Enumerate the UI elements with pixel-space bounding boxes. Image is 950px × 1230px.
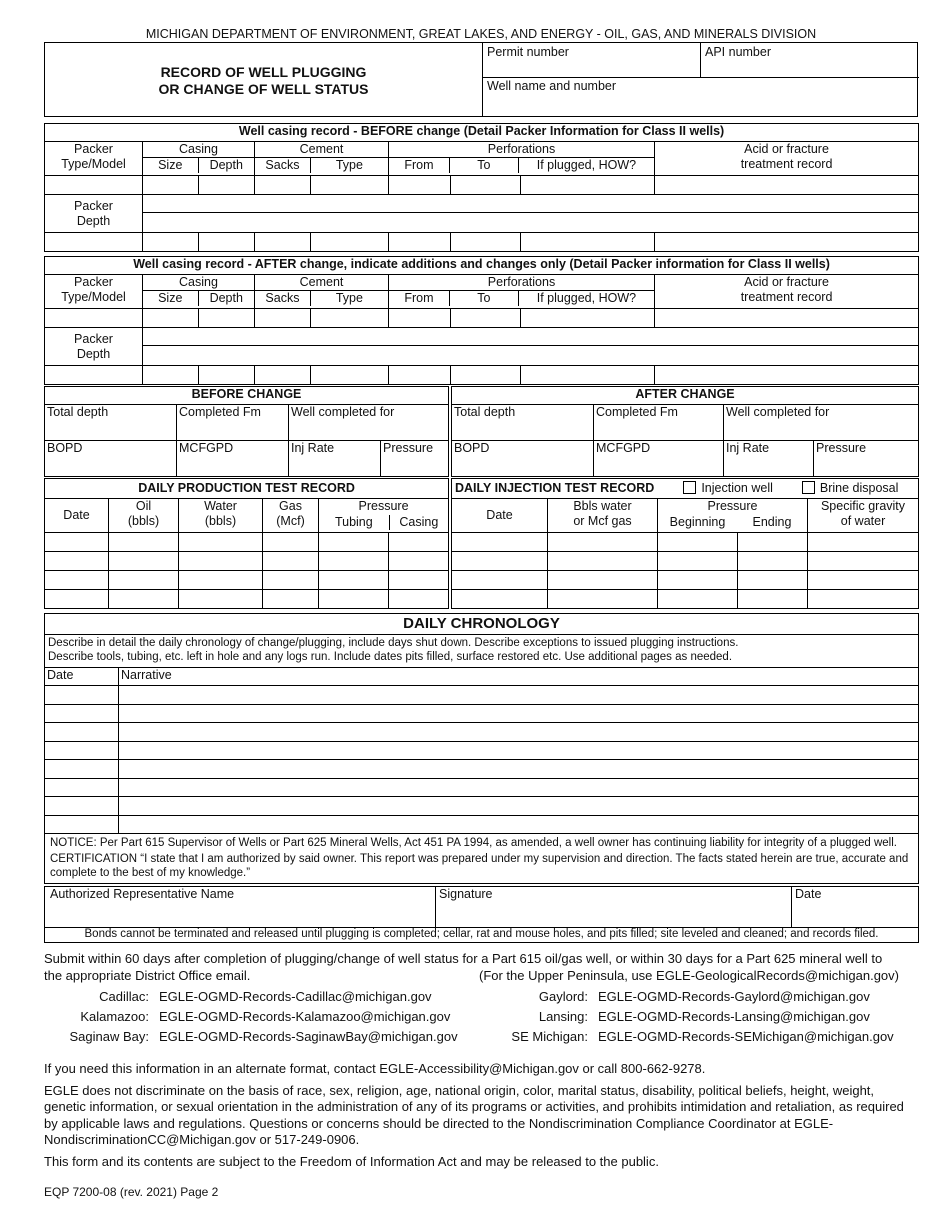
depth-header: Depth <box>209 291 243 305</box>
input-cell[interactable] <box>389 590 449 609</box>
input-cell[interactable] <box>199 309 255 328</box>
depth-header: Depth <box>209 158 243 172</box>
from-header: From <box>389 158 450 173</box>
chronology-instructions: Describe in detail the daily chronology of change/plugging, include days shut down. Describe exceptions to issued plugging instructions. Describe tools, tubing, etc. left in hole and any logs run. Include dates pits filled, surface restored etc. Use additional pages as needed. <box>45 635 919 668</box>
office-email[interactable]: EGLE-OGMD-Records-SEMichigan@michigan.gov <box>598 1029 894 1044</box>
form-title-line2: OR CHANGE OF WELL STATUS <box>158 81 369 97</box>
offices-right <box>480 989 918 1049</box>
input-cell[interactable] <box>255 309 311 328</box>
input-cell[interactable] <box>452 571 548 590</box>
chron-narrative-cell[interactable] <box>119 704 919 723</box>
input-cell[interactable] <box>389 309 451 328</box>
size-header: Size <box>143 291 199 306</box>
before-bopd[interactable]: BOPD <box>45 441 177 477</box>
type-header: Type <box>335 291 363 305</box>
brine-disposal-checkbox[interactable] <box>802 481 815 494</box>
to-header: To <box>450 158 519 173</box>
sacks-header: Sacks <box>255 291 311 306</box>
input-cell[interactable] <box>738 533 808 552</box>
form-header-box <box>44 42 918 117</box>
input-cell[interactable] <box>738 552 808 571</box>
input-cell[interactable] <box>143 366 199 385</box>
input-cell[interactable] <box>311 176 389 195</box>
input-cell[interactable] <box>389 552 449 571</box>
submit-instructions <box>44 951 918 985</box>
acid-header: Acid or fracture treatment record <box>655 275 919 309</box>
casing-header: Casing <box>143 275 254 291</box>
input-cell[interactable] <box>109 552 179 571</box>
input-cell[interactable] <box>319 533 389 552</box>
chron-narrative-cell[interactable] <box>119 760 919 779</box>
input-cell[interactable] <box>389 176 451 195</box>
packer-type-header: Packer Type/Model <box>45 142 143 176</box>
cert-date-field[interactable]: Date <box>792 887 919 928</box>
chron-date-header: Date <box>45 668 119 686</box>
input-cell[interactable] <box>655 366 919 385</box>
injection-test-table <box>451 478 919 609</box>
packer-depth-label: Packer Depth <box>45 195 143 233</box>
plugged-header: If plugged, HOW? <box>536 158 637 172</box>
well-name-field[interactable]: Well name and number <box>487 79 617 93</box>
input-cell[interactable] <box>143 309 199 328</box>
input-cell[interactable] <box>451 309 521 328</box>
form-title <box>45 64 482 98</box>
input-cell[interactable] <box>389 571 449 590</box>
chron-date-cell[interactable] <box>45 704 119 723</box>
after-pressure[interactable]: Pressure <box>814 441 919 477</box>
casing-after-title: Well casing record - AFTER change, indicate additions and changes only (Detail Packer information for Class II wells) <box>45 257 919 275</box>
office-email[interactable]: EGLE-OGMD-Records-SaginawBay@michigan.gov <box>159 1029 458 1044</box>
input-cell[interactable] <box>738 590 808 609</box>
chron-date-cell[interactable] <box>45 760 119 779</box>
specific-gravity-header: Specific gravity of water <box>808 499 919 533</box>
office-email[interactable]: EGLE-OGMD-Records-Gaylord@michigan.gov <box>598 989 870 1004</box>
input-cell[interactable] <box>658 590 738 609</box>
chron-narrative-cell[interactable] <box>119 686 919 705</box>
input-cell[interactable] <box>451 233 521 252</box>
chron-narrative-header: Narrative <box>119 668 919 686</box>
input-cell[interactable] <box>548 552 658 571</box>
agency-name: MICHIGAN DEPARTMENT OF ENVIRONMENT, GREAT LAKES, AND ENERGY - OIL, GAS, AND MINERALS DIVISION <box>145 27 817 41</box>
input-cell[interactable] <box>45 590 109 609</box>
inj-pressure-header: Pressure <box>707 499 758 513</box>
from-header: From <box>389 291 450 306</box>
input-cell[interactable] <box>311 309 389 328</box>
cement-header: Cement <box>255 275 388 291</box>
input-cell[interactable] <box>311 366 389 385</box>
input-cell[interactable] <box>655 176 919 195</box>
input-cell[interactable] <box>109 590 179 609</box>
input-cell[interactable] <box>179 552 263 571</box>
input-cell[interactable] <box>263 552 319 571</box>
api-number-field[interactable]: API number <box>705 45 772 59</box>
input-cell[interactable] <box>255 176 311 195</box>
input-cell[interactable] <box>109 533 179 552</box>
chron-narrative-cell[interactable] <box>119 797 919 816</box>
alt-format-note: If you need this information in an alternate format, contact EGLE-Accessibility@Michigan.gov or call 800-662-9278. <box>44 1061 706 1076</box>
tubing-header: Tubing <box>334 515 373 529</box>
packer-depth-label: Packer Depth <box>45 328 143 366</box>
input-cell[interactable] <box>548 533 658 552</box>
after-total-depth[interactable]: Total depth <box>452 405 594 441</box>
before-completed-fm[interactable]: Completed Fm <box>177 405 289 441</box>
input-cell[interactable] <box>521 309 655 328</box>
input-cell[interactable] <box>143 176 199 195</box>
input-cell[interactable] <box>109 571 179 590</box>
prod-casing-header: Casing <box>389 515 448 530</box>
input-cell[interactable] <box>548 571 658 590</box>
input-cell[interactable] <box>45 533 109 552</box>
casing-record-after <box>44 256 919 385</box>
perforations-header: Perforations <box>389 142 654 158</box>
input-cell[interactable] <box>658 552 738 571</box>
water-header: Water (bbls) <box>179 499 263 533</box>
input-cell[interactable] <box>655 309 919 328</box>
input-cell[interactable] <box>263 571 319 590</box>
input-cell[interactable] <box>452 590 548 609</box>
prod-pressure-header: Pressure <box>358 499 409 513</box>
input-cell[interactable] <box>255 233 311 252</box>
inj-date-header: Date <box>452 499 548 533</box>
input-cell[interactable] <box>451 366 521 385</box>
input-cell[interactable] <box>452 533 548 552</box>
input-cell[interactable] <box>738 571 808 590</box>
input-cell[interactable] <box>658 571 738 590</box>
packer-type-header: Packer Type/Model <box>45 275 143 309</box>
daily-chronology-table <box>44 613 919 884</box>
nondiscrimination-note: EGLE does not discriminate on the basis of race, sex, religion, age, national origin, color, marital status, disability, political beliefs, height, weight, genetic information, or sexual orientation in the administration of any of its programs or activities, and prohibits intimidation and retaliation, as required by applicable laws and regulations. Questions or concerns should be directed to the Nondiscrimination Compliance Coordinator at EGLE-NondiscriminationCC@Michigan.gov or 517-249-0906. <box>44 1082 904 1147</box>
casing-before-title: Well casing record - BEFORE change (Detail Packer Information for Class II wells) <box>45 124 919 142</box>
brine-disposal-label: Brine disposal <box>819 481 899 495</box>
after-change-title: AFTER CHANGE <box>452 387 919 405</box>
input-cell[interactable] <box>45 552 109 571</box>
after-completed-fm[interactable]: Completed Fm <box>594 405 724 441</box>
before-well-completed-for[interactable]: Well completed for <box>289 405 449 441</box>
plugged-header: If plugged, HOW? <box>536 291 637 305</box>
chron-date-cell[interactable] <box>45 797 119 816</box>
input-cell[interactable] <box>199 176 255 195</box>
casing-record-before <box>44 123 919 252</box>
production-test-table <box>44 478 449 609</box>
sacks-header: Sacks <box>255 158 311 173</box>
injection-well-checkbox[interactable] <box>683 481 696 494</box>
upper-peninsula-note: (For the Upper Peninsula, use EGLE-GeologicalRecords@michigan.gov) <box>478 967 899 983</box>
chron-narrative-cell[interactable] <box>119 815 919 834</box>
ending-header: Ending <box>752 515 792 529</box>
before-change-title: BEFORE CHANGE <box>45 387 449 405</box>
input-cell[interactable] <box>521 366 655 385</box>
input-cell[interactable] <box>143 233 199 252</box>
after-inj-rate[interactable]: Inj Rate <box>724 441 814 477</box>
input-cell[interactable] <box>199 233 255 252</box>
bbls-header: Bbls water or Mcf gas <box>548 499 658 533</box>
permit-number-field[interactable]: Permit number <box>487 45 569 59</box>
chron-date-cell[interactable] <box>45 778 119 797</box>
gas-header: Gas (Mcf) <box>263 499 319 533</box>
notice-certification: NOTICE: Per Part 615 Supervisor of Wells or Part 625 Mineral Wells, Act 451 PA 1994, as amended, a well owner has continuing liability for integrity of a plugged well. CERTIFICATION “I state that I am authorized by said owner. This report was prepared under my supervision and direction. The facts stated herein are true, accurate and complete to the best of my knowledge.” <box>45 834 919 884</box>
office-email[interactable]: EGLE-OGMD-Records-Cadillac@michigan.gov <box>159 989 432 1004</box>
input-cell[interactable] <box>451 176 521 195</box>
chron-date-cell[interactable] <box>45 723 119 742</box>
input-cell[interactable] <box>452 552 548 571</box>
input-cell[interactable] <box>319 552 389 571</box>
after-mcfgpd[interactable]: MCFGPD <box>594 441 724 477</box>
input-cell[interactable] <box>548 590 658 609</box>
chron-narrative-cell[interactable] <box>119 723 919 742</box>
form-title-line1: RECORD OF WELL PLUGGING <box>160 64 367 80</box>
input-cell[interactable] <box>808 533 919 552</box>
size-header: Size <box>143 158 199 173</box>
office-name: Saginaw Bay: <box>69 1029 149 1044</box>
signature-table <box>44 886 919 943</box>
input-cell[interactable] <box>319 590 389 609</box>
input-cell[interactable] <box>521 176 655 195</box>
before-total-depth[interactable]: Total depth <box>45 405 177 441</box>
input-cell[interactable] <box>808 590 919 609</box>
chron-date-cell[interactable] <box>45 741 119 760</box>
to-header: To <box>450 291 519 306</box>
footer <box>44 1061 918 1170</box>
foia-note: This form and its contents are subject to the Freedom of Information Act and may be released to the public. <box>44 1153 659 1169</box>
office-name: Cadillac: <box>99 989 149 1004</box>
office-name: SE Michigan: <box>511 1029 588 1044</box>
type-header: Type <box>335 158 363 172</box>
before-mcfgpd[interactable]: MCFGPD <box>177 441 289 477</box>
input-cell[interactable] <box>808 571 919 590</box>
after-change-table <box>451 386 919 477</box>
input-cell[interactable] <box>311 233 389 252</box>
input-cell[interactable] <box>319 571 389 590</box>
production-title: DAILY PRODUCTION TEST RECORD <box>45 479 449 499</box>
before-pressure[interactable]: Pressure <box>381 441 449 477</box>
chron-date-cell[interactable] <box>45 815 119 834</box>
office-name: Lansing: <box>538 1009 588 1024</box>
chron-date-cell[interactable] <box>45 686 119 705</box>
perforations-header: Perforations <box>389 275 654 291</box>
input-cell[interactable] <box>263 590 319 609</box>
office-name: Kalamazoo: <box>80 1009 149 1024</box>
input-cell[interactable] <box>655 233 919 252</box>
cement-header: Cement <box>255 142 388 158</box>
offices-left <box>44 989 464 1049</box>
chron-narrative-cell[interactable] <box>119 778 919 797</box>
form-id: EQP 7200-08 (rev. 2021) Page 2 <box>44 1185 219 1199</box>
input-cell[interactable] <box>199 366 255 385</box>
office-email[interactable]: EGLE-OGMD-Records-Lansing@michigan.gov <box>598 1009 870 1024</box>
casing-header: Casing <box>143 142 254 158</box>
input-cell[interactable] <box>263 533 319 552</box>
before-change-table <box>44 386 449 477</box>
chron-narrative-cell[interactable] <box>119 741 919 760</box>
chronology-title: DAILY CHRONOLOGY <box>45 614 919 635</box>
injection-title: DAILY INJECTION TEST RECORD <box>455 481 655 495</box>
input-cell[interactable] <box>179 571 263 590</box>
rep-name-field[interactable]: Authorized Representative Name <box>45 887 436 928</box>
bonds-note: Bonds cannot be terminated and released until plugging is completed; cellar, rat and mouse holes, and pits filled; site leveled and cleaned; and records filed. <box>45 928 919 943</box>
beginning-header: Beginning <box>669 515 726 529</box>
before-inj-rate[interactable]: Inj Rate <box>289 441 381 477</box>
prod-date-header: Date <box>45 499 109 533</box>
signature-field[interactable]: Signature <box>436 887 792 928</box>
input-cell[interactable] <box>255 366 311 385</box>
input-cell[interactable] <box>658 533 738 552</box>
input-cell[interactable] <box>389 233 451 252</box>
input-cell[interactable] <box>808 552 919 571</box>
injection-well-label: Injection well <box>701 481 773 495</box>
after-bopd[interactable]: BOPD <box>452 441 594 477</box>
office-name: Gaylord: <box>538 989 588 1004</box>
input-cell[interactable] <box>389 533 449 552</box>
input-cell[interactable] <box>179 533 263 552</box>
oil-header: Oil (bbls) <box>109 499 179 533</box>
acid-header: Acid or fracture treatment record <box>655 142 919 176</box>
office-email[interactable]: EGLE-OGMD-Records-Kalamazoo@michigan.gov <box>159 1009 451 1024</box>
input-cell[interactable] <box>389 366 451 385</box>
input-cell[interactable] <box>45 571 109 590</box>
submit-line2: the appropriate District Office email. <box>44 967 251 983</box>
submit-line1: Submit within 60 days after completion of plugging/change of well status for a Part 615 oil/gas well, or within 30 days for a Part 625 mineral well to <box>44 951 883 966</box>
input-cell[interactable] <box>521 233 655 252</box>
input-cell[interactable] <box>179 590 263 609</box>
after-well-completed-for[interactable]: Well completed for <box>724 405 919 441</box>
